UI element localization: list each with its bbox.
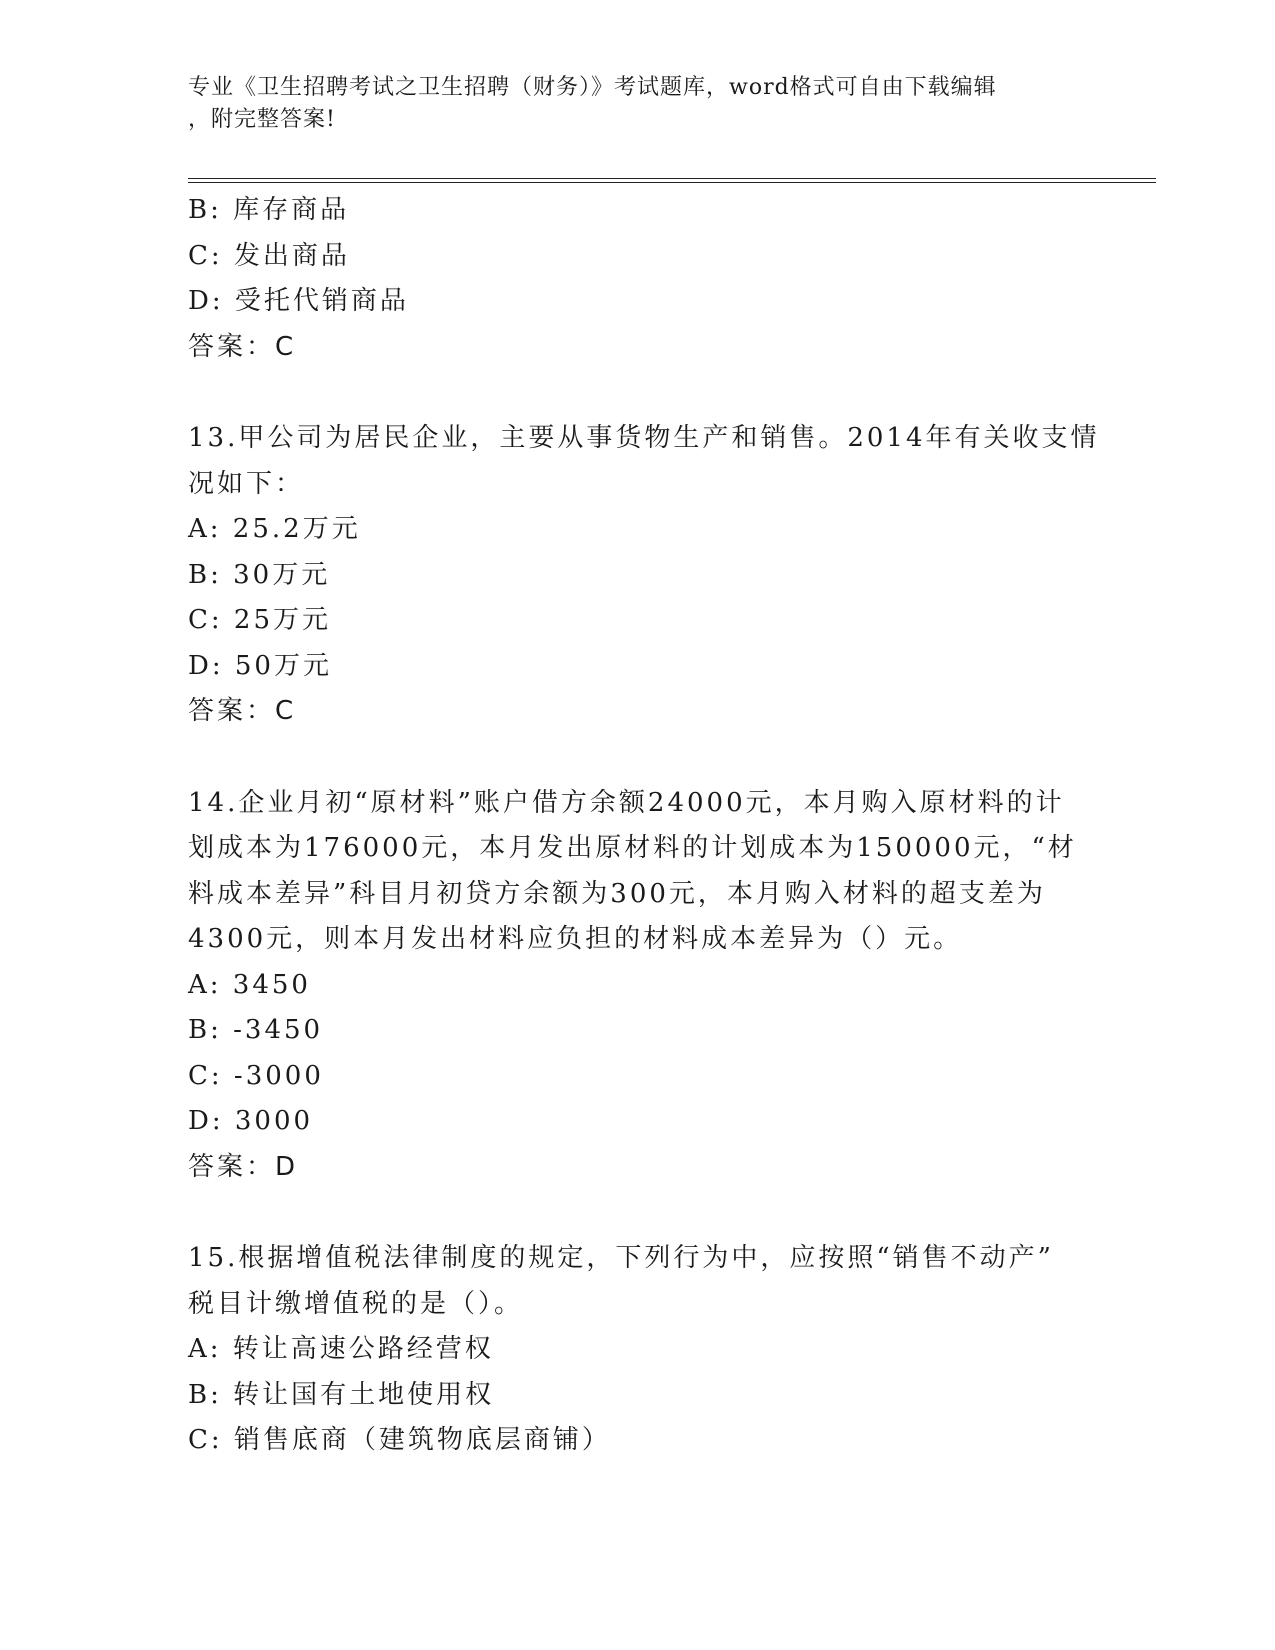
option-d: D: 50万元: [188, 650, 332, 681]
question-14: [188, 781, 1088, 1191]
question-stem-line: 14.企业月初“原材料”账户借方余额24000元，本月购入原材料的计: [188, 787, 1065, 818]
answer-line: 答案：D: [188, 1151, 299, 1182]
option-c: C: 发出商品: [188, 240, 350, 271]
answer-line: 答案：C: [188, 331, 297, 362]
header-line-2: ，附完整答案!: [188, 107, 336, 132]
option-b: B: -3450: [188, 1015, 324, 1045]
option-a: A: 25.2万元: [188, 514, 361, 544]
question-stem-line: 况如下：: [188, 468, 305, 499]
question-stem-line: 划成本为176000元，本月发出原材料的计划成本为150000元，“材: [188, 833, 1077, 863]
prev-question-block: [188, 188, 1088, 370]
question-content: [188, 188, 1100, 1464]
header-divider: [188, 178, 1156, 183]
header-line-1: 专业《卫生招聘考试之卫生招聘（财务）》考试题库，word格式可自由下载编辑: [188, 75, 997, 100]
question-15: [188, 1236, 1088, 1464]
option-d: D: 3000: [188, 1106, 314, 1136]
question-stem-line: 13.甲公司为居民企业，主要从事货物生产和销售。2014年有关收支情: [188, 423, 1100, 453]
option-d: D: 受托代销商品: [188, 286, 409, 316]
question-stem-line: 料成本差异”科目月初贷方余额为300元，本月购入材料的超支差为: [188, 878, 1046, 909]
question-13: [188, 416, 1100, 735]
option-a: A: 转让高速公路经营权: [188, 1334, 494, 1364]
option-c: C: 25万元: [188, 605, 332, 635]
option-b: B: 库存商品: [188, 195, 350, 225]
option-a: A: 3450: [188, 969, 311, 1000]
answer-line: 答案：C: [188, 696, 297, 726]
question-stem-line: 15.根据增值税法律制度的规定，下列行为中，应按照“销售不动产”: [188, 1243, 1054, 1273]
option-b: B: 30万元: [188, 559, 331, 590]
question-stem-line: 税目计缴增值税的是（）。: [188, 1288, 524, 1319]
option-b: B: 转让国有土地使用权: [188, 1379, 495, 1410]
option-c: C: -3000: [188, 1060, 324, 1091]
document-header: [188, 72, 1088, 136]
question-stem-line: 4300元，则本月发出材料应负担的材料成本差异为（）元。: [188, 924, 963, 954]
option-c: C: 销售底商（建筑物底层商铺）: [188, 1425, 611, 1455]
